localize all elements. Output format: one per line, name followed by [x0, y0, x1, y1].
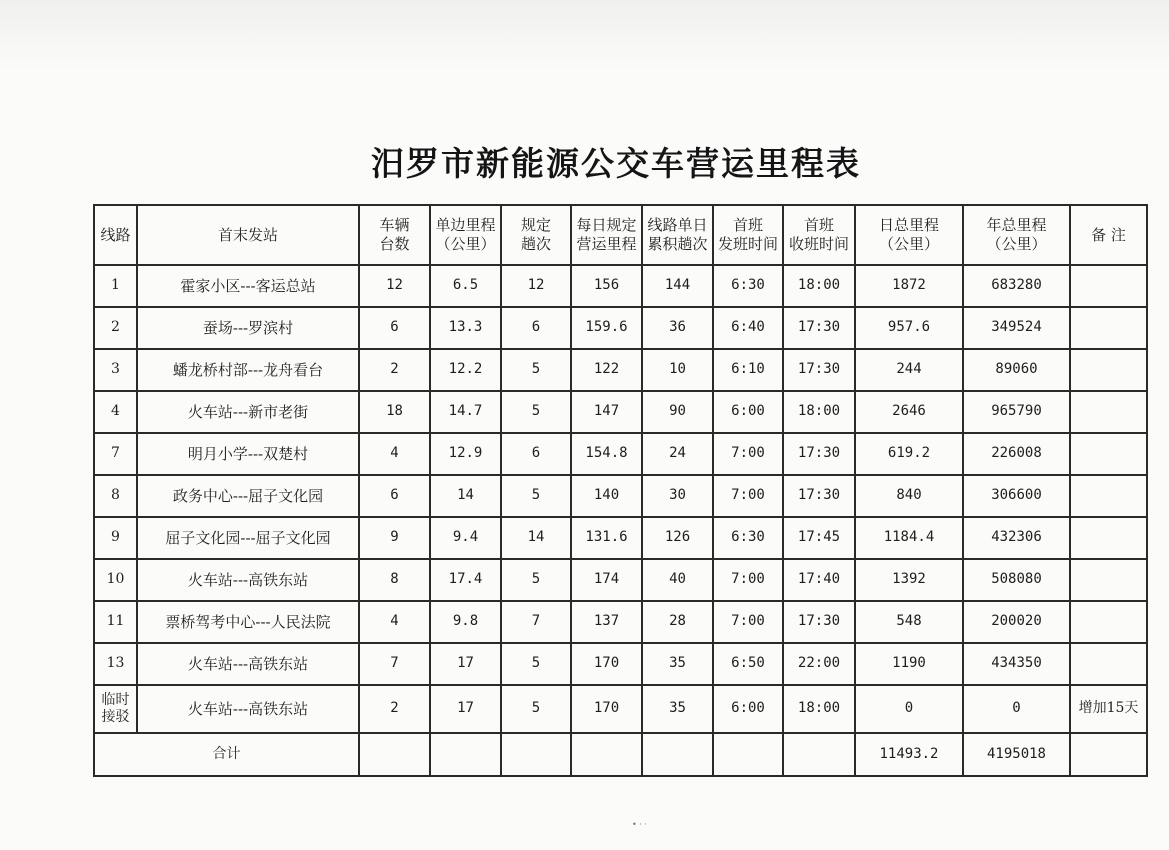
cell-stations: 明月小学---双楚村	[137, 433, 359, 475]
cell-vehicles: 7	[359, 643, 430, 685]
cell-daily-distance: 147	[571, 391, 642, 433]
cell-remark	[1070, 265, 1147, 307]
header-remark: 备 注	[1070, 205, 1147, 265]
cell-last-departure: 18:00	[783, 685, 855, 733]
cell-last-departure: 22:00	[783, 643, 855, 685]
table-row	[94, 475, 1147, 517]
header-vehicles: 车辆 台数	[359, 205, 430, 265]
cell-vehicles: 6	[359, 307, 430, 349]
table-row	[94, 559, 1147, 601]
header-single-distance: 单边里程 （公里）	[430, 205, 501, 265]
cell-vehicles: 6	[359, 475, 430, 517]
header-year-total: 年总里程 （公里）	[963, 205, 1070, 265]
cell-first-departure: 6:40	[713, 307, 783, 349]
cell-line: 1	[94, 265, 137, 307]
cell-last-departure: 17:30	[783, 475, 855, 517]
cell-line: 临时 接驳	[94, 685, 137, 733]
header-stations: 首末发站	[137, 205, 359, 265]
total-empty-cell	[430, 733, 501, 776]
total-day-total: 11493.2	[855, 733, 963, 776]
cell-last-departure: 18:00	[783, 265, 855, 307]
cell-cumulative-trips: 10	[642, 349, 713, 391]
cell-stations: 票桥驾考中心---人民法院	[137, 601, 359, 643]
cell-single-distance: 14	[430, 475, 501, 517]
cell-remark	[1070, 559, 1147, 601]
cell-day-total: 0	[855, 685, 963, 733]
total-empty-cell	[713, 733, 783, 776]
cell-remark	[1070, 349, 1147, 391]
cell-stations: 屈子文化园---屈子文化园	[137, 517, 359, 559]
table-row	[94, 391, 1147, 433]
table-row	[94, 601, 1147, 643]
cell-line: 10	[94, 559, 137, 601]
cell-line: 13	[94, 643, 137, 685]
cell-trips: 5	[501, 643, 571, 685]
header-row	[94, 205, 1147, 265]
cell-single-distance: 17	[430, 685, 501, 733]
cell-line: 2	[94, 307, 137, 349]
cell-year-total: 89060	[963, 349, 1070, 391]
cell-cumulative-trips: 24	[642, 433, 713, 475]
cell-last-departure: 17:30	[783, 601, 855, 643]
total-year-total: 4195018	[963, 733, 1070, 776]
cell-year-total: 683280	[963, 265, 1070, 307]
cell-stations: 火车站---高铁东站	[137, 685, 359, 733]
cell-stations: 蟠龙桥村部---龙舟看台	[137, 349, 359, 391]
cell-cumulative-trips: 30	[642, 475, 713, 517]
cell-trips: 6	[501, 307, 571, 349]
cell-last-departure: 18:00	[783, 391, 855, 433]
cell-stations: 火车站---高铁东站	[137, 559, 359, 601]
cell-last-departure: 17:30	[783, 433, 855, 475]
cell-single-distance: 9.4	[430, 517, 501, 559]
total-empty-cell	[501, 733, 571, 776]
table-row	[94, 265, 1147, 307]
cell-trips: 5	[501, 559, 571, 601]
total-empty-cell	[571, 733, 642, 776]
cell-year-total: 306600	[963, 475, 1070, 517]
cell-first-departure: 6:30	[713, 265, 783, 307]
document-title: 汨罗市新能源公交车营运里程表	[371, 144, 861, 183]
table-row	[94, 307, 1147, 349]
cell-stations: 火车站---高铁东站	[137, 643, 359, 685]
cell-remark	[1070, 391, 1147, 433]
cell-year-total: 432306	[963, 517, 1070, 559]
cell-day-total: 2646	[855, 391, 963, 433]
cell-trips: 14	[501, 517, 571, 559]
cell-stations: 霍家小区---客运总站	[137, 265, 359, 307]
cell-stations: 火车站---新市老街	[137, 391, 359, 433]
cell-day-total: 1184.4	[855, 517, 963, 559]
cell-first-departure: 7:00	[713, 433, 783, 475]
cell-single-distance: 12.2	[430, 349, 501, 391]
cell-day-total: 957.6	[855, 307, 963, 349]
cell-single-distance: 17.4	[430, 559, 501, 601]
cell-day-total: 548	[855, 601, 963, 643]
cell-day-total: 619.2	[855, 433, 963, 475]
header-first-departure: 首班 发班时间	[713, 205, 783, 265]
cell-vehicles: 12	[359, 265, 430, 307]
cell-trips: 5	[501, 391, 571, 433]
header-last-departure: 首班 收班时间	[783, 205, 855, 265]
cell-daily-distance: 154.8	[571, 433, 642, 475]
cell-first-departure: 7:00	[713, 601, 783, 643]
cell-stations: 蚕场---罗滨村	[137, 307, 359, 349]
header-cumulative-trips: 线路单日 累积趟次	[642, 205, 713, 265]
cell-daily-distance: 122	[571, 349, 642, 391]
cell-remark: 增加15天	[1070, 685, 1147, 733]
cell-year-total: 226008	[963, 433, 1070, 475]
cell-first-departure: 6:50	[713, 643, 783, 685]
cell-cumulative-trips: 36	[642, 307, 713, 349]
cell-year-total: 508080	[963, 559, 1070, 601]
cell-year-total: 965790	[963, 391, 1070, 433]
cell-day-total: 1392	[855, 559, 963, 601]
header-line: 线路	[94, 205, 137, 265]
cell-remark	[1070, 601, 1147, 643]
cell-cumulative-trips: 35	[642, 685, 713, 733]
cell-remark	[1070, 643, 1147, 685]
header-trips: 规定 趟次	[501, 205, 571, 265]
cell-day-total: 1872	[855, 265, 963, 307]
cell-vehicles: 8	[359, 559, 430, 601]
cell-cumulative-trips: 126	[642, 517, 713, 559]
cell-first-departure: 6:00	[713, 685, 783, 733]
cell-single-distance: 17	[430, 643, 501, 685]
cell-remark	[1070, 475, 1147, 517]
cell-line: 4	[94, 391, 137, 433]
cell-vehicles: 4	[359, 433, 430, 475]
temp-shuttle-row	[94, 685, 1147, 733]
total-empty-cell	[1070, 733, 1147, 776]
cell-stations: 政务中心---屈子文化园	[137, 475, 359, 517]
cell-last-departure: 17:45	[783, 517, 855, 559]
cell-daily-distance: 170	[571, 643, 642, 685]
cell-trips: 5	[501, 685, 571, 733]
cell-year-total: 0	[963, 685, 1070, 733]
cell-last-departure: 17:40	[783, 559, 855, 601]
cell-cumulative-trips: 90	[642, 391, 713, 433]
cell-line: 3	[94, 349, 137, 391]
cell-daily-distance: 170	[571, 685, 642, 733]
cell-cumulative-trips: 40	[642, 559, 713, 601]
scan-noise: • · ·	[632, 820, 647, 829]
cell-day-total: 1190	[855, 643, 963, 685]
cell-trips: 7	[501, 601, 571, 643]
cell-daily-distance: 131.6	[571, 517, 642, 559]
total-row	[94, 733, 1147, 776]
cell-year-total: 349524	[963, 307, 1070, 349]
cell-single-distance: 13.3	[430, 307, 501, 349]
cell-day-total: 244	[855, 349, 963, 391]
cell-daily-distance: 159.6	[571, 307, 642, 349]
cell-vehicles: 18	[359, 391, 430, 433]
cell-cumulative-trips: 35	[642, 643, 713, 685]
table-row	[94, 349, 1147, 391]
cell-first-departure: 6:30	[713, 517, 783, 559]
total-label: 合计	[94, 733, 359, 776]
cell-single-distance: 12.9	[430, 433, 501, 475]
cell-daily-distance: 140	[571, 475, 642, 517]
cell-remark	[1070, 517, 1147, 559]
total-empty-cell	[783, 733, 855, 776]
cell-first-departure: 6:00	[713, 391, 783, 433]
cell-vehicles: 4	[359, 601, 430, 643]
cell-vehicles: 9	[359, 517, 430, 559]
cell-daily-distance: 156	[571, 265, 642, 307]
cell-single-distance: 14.7	[430, 391, 501, 433]
cell-line: 11	[94, 601, 137, 643]
cell-trips: 6	[501, 433, 571, 475]
mileage-table	[93, 204, 1148, 777]
cell-last-departure: 17:30	[783, 349, 855, 391]
table-row	[94, 433, 1147, 475]
cell-first-departure: 7:00	[713, 559, 783, 601]
table-row	[94, 517, 1147, 559]
header-daily-distance: 每日规定 营运里程	[571, 205, 642, 265]
cell-line: 9	[94, 517, 137, 559]
cell-single-distance: 9.8	[430, 601, 501, 643]
cell-vehicles: 2	[359, 685, 430, 733]
cell-cumulative-trips: 144	[642, 265, 713, 307]
cell-trips: 12	[501, 265, 571, 307]
cell-single-distance: 6.5	[430, 265, 501, 307]
cell-first-departure: 7:00	[713, 475, 783, 517]
cell-daily-distance: 137	[571, 601, 642, 643]
cell-trips: 5	[501, 475, 571, 517]
cell-trips: 5	[501, 349, 571, 391]
cell-last-departure: 17:30	[783, 307, 855, 349]
cell-first-departure: 6:10	[713, 349, 783, 391]
total-empty-cell	[359, 733, 430, 776]
cell-day-total: 840	[855, 475, 963, 517]
cell-remark	[1070, 307, 1147, 349]
cell-daily-distance: 174	[571, 559, 642, 601]
cell-vehicles: 2	[359, 349, 430, 391]
total-empty-cell	[642, 733, 713, 776]
cell-cumulative-trips: 28	[642, 601, 713, 643]
cell-year-total: 200020	[963, 601, 1070, 643]
cell-line: 7	[94, 433, 137, 475]
cell-line: 8	[94, 475, 137, 517]
header-day-total: 日总里程 （公里）	[855, 205, 963, 265]
cell-year-total: 434350	[963, 643, 1070, 685]
scan-shadow	[0, 0, 1169, 70]
cell-remark	[1070, 433, 1147, 475]
table-row	[94, 643, 1147, 685]
